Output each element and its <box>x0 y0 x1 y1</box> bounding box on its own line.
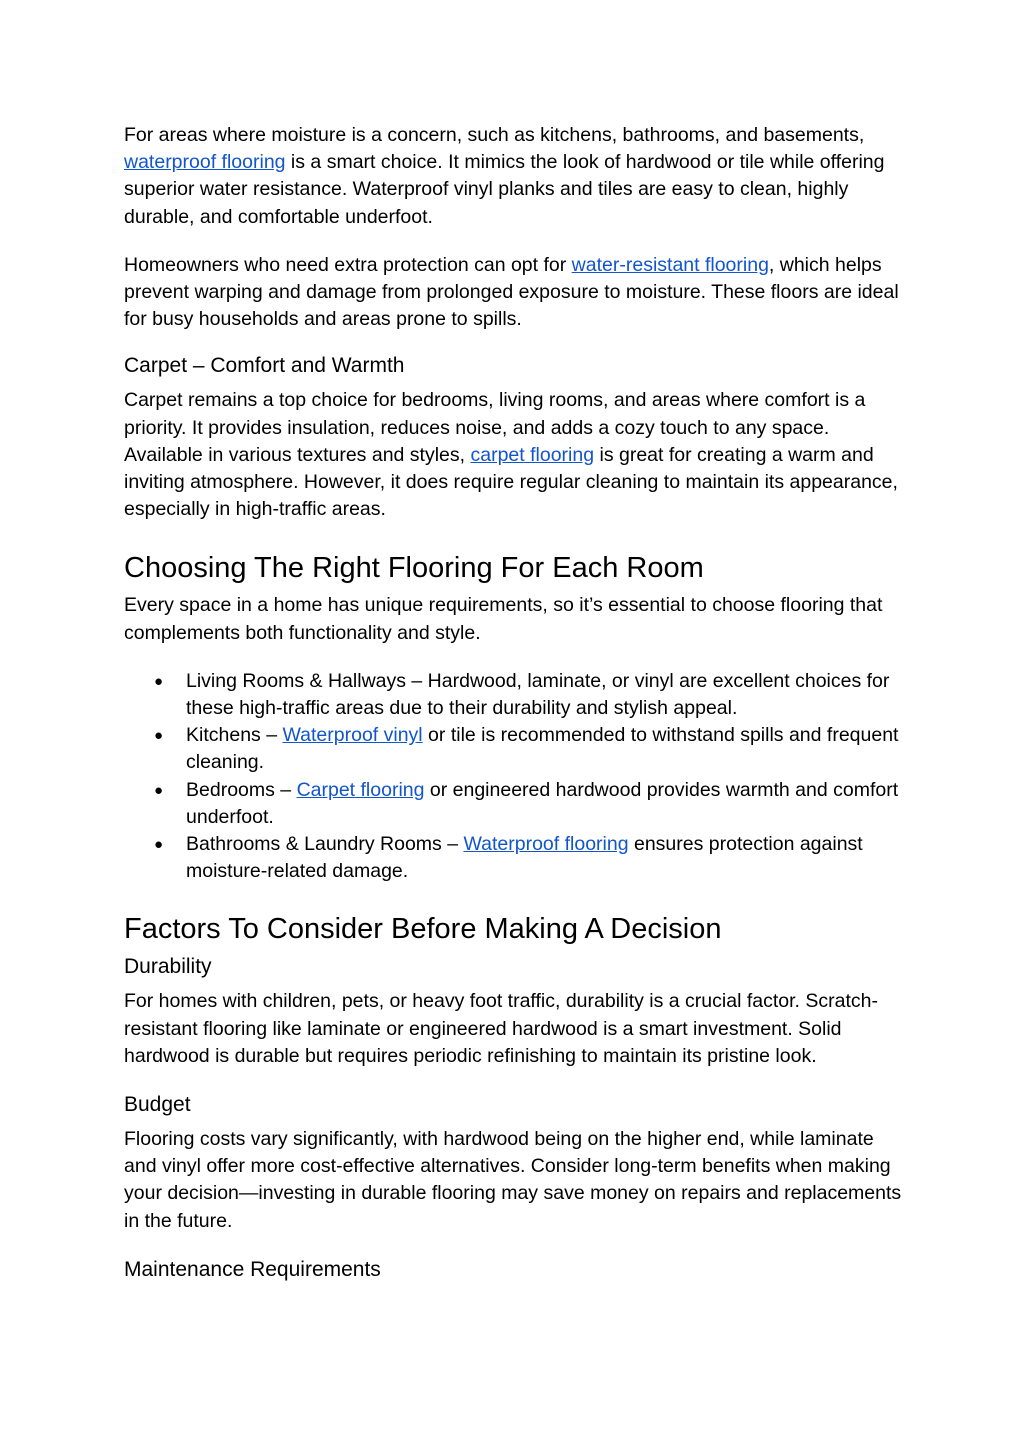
choosing-intro: Every space in a home has unique requirements, so it’s essential to choose flooring that complements both functionality and style. <box>124 594 883 644</box>
list-item <box>124 831 904 885</box>
maintenance-heading: Maintenance Requirements <box>124 1257 381 1281</box>
text-span: Bedrooms – <box>186 778 297 801</box>
waterproof-vinyl-link[interactable]: Waterproof vinyl <box>282 724 423 747</box>
list-item <box>124 668 904 722</box>
text-span: Homeowners who need extra protection can opt for <box>124 253 572 276</box>
text-span: Bathrooms & Laundry Rooms – <box>186 833 464 856</box>
text-span: , which helps prevent warping and damage from prolonged exposure to moisture. These floors are ideal for busy households and areas prone to spills. <box>124 253 899 331</box>
water-resistant-flooring-link[interactable]: water-resistant flooring <box>571 253 769 276</box>
text-span: For areas where moisture is a concern, such as kitchens, bathrooms, and basements, <box>124 124 865 146</box>
list-item <box>124 777 904 831</box>
text-span: or tile is recommended to withstand spills and frequent cleaning. <box>186 724 899 774</box>
waterproof-paragraph <box>124 122 904 231</box>
text-span: Kitchens – <box>186 724 283 747</box>
water-resistant-paragraph <box>124 252 904 334</box>
carpet-flooring-link[interactable]: Carpet flooring <box>296 778 425 801</box>
waterproof-flooring-link[interactable]: waterproof flooring <box>124 151 286 174</box>
list-item <box>124 722 904 776</box>
text-span: is great for creating a warm and inviting atmosphere. However, it does require regular cleaning to maintain its appearance, especially in high-traffic areas. <box>124 443 898 521</box>
carpet-heading: Carpet – Comfort and Warmth <box>124 354 405 378</box>
durability-paragraph: For homes with children, pets, or heavy foot traffic, durability is a crucial factor. Scratch-resistant flooring like laminate or engineered hardwood is a smart investment. Solid hardwood is durable but requires periodic refinishing to maintain its pristine look. <box>124 990 878 1067</box>
document-page <box>124 122 904 1291</box>
choosing-heading: Choosing The Right Flooring For Each Room <box>124 552 704 585</box>
text-span: is a smart choice. It mimics the look of hardwood or tile while offering superior water resistance. Waterproof vinyl planks and tiles are easy to clean, highly durable, and comfortable underfoot. <box>124 151 885 228</box>
room-list <box>124 668 904 886</box>
bullet-icon: ● <box>154 727 164 745</box>
durability-heading: Durability <box>124 955 212 979</box>
bullet-icon: ● <box>154 672 164 690</box>
text-span: Living Rooms & Hallways – Hardwood, laminate, or vinyl are excellent choices for these high-traffic areas due to their durability and stylish appeal. <box>186 669 890 720</box>
budget-paragraph: Flooring costs vary significantly, with hardwood being on the higher end, while laminate and vinyl offer more cost-effective alternatives. Consider long-term benefits when making your decision—investing in durable flooring may save money on repairs and replacements in the future. <box>124 1128 902 1232</box>
bullet-icon: ● <box>154 781 164 799</box>
bullet-icon: ● <box>154 836 164 854</box>
text-span: or engineered hardwood provides warmth and comfort underfoot. <box>186 778 899 828</box>
carpet-flooring-link[interactable]: carpet flooring <box>470 443 595 466</box>
text-span: ensures protection against moisture-related damage. <box>186 833 863 883</box>
factors-heading: Factors To Consider Before Making A Decision <box>124 913 722 946</box>
budget-heading: Budget <box>124 1093 191 1117</box>
text-span: Carpet remains a top choice for bedrooms, living rooms, and areas where comfort is a priority. It provides insulation, reduces noise, and adds a cozy touch to any space. Available in various textures and styles, <box>124 389 866 466</box>
carpet-paragraph <box>124 387 904 523</box>
waterproof-flooring-link[interactable]: Waterproof flooring <box>463 833 629 856</box>
